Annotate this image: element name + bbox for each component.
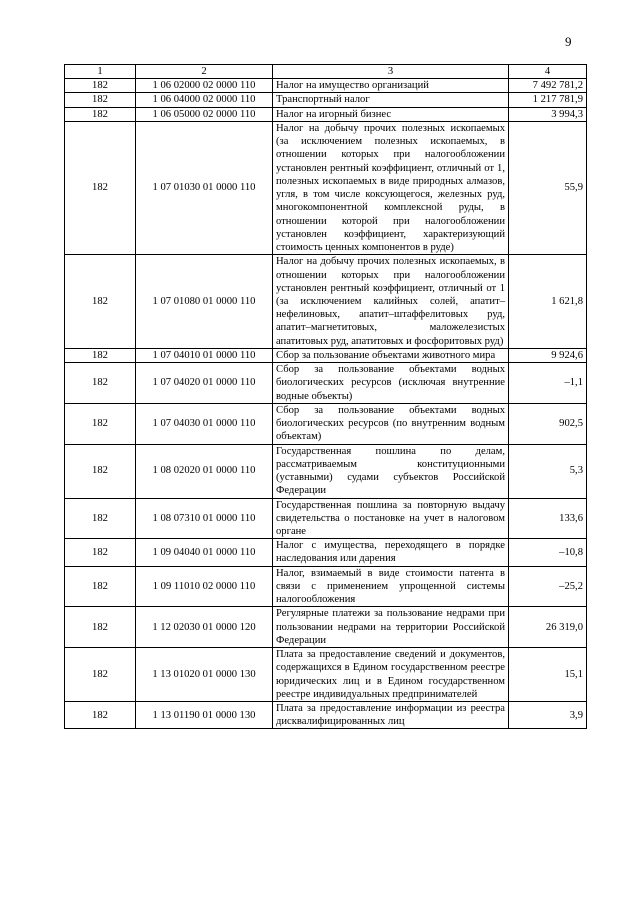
amount-cell: 7 492 781,2 [509, 79, 587, 93]
admin-code-cell: 182 [65, 363, 136, 404]
admin-code-cell: 182 [65, 498, 136, 539]
budget-code-cell: 1 08 07310 01 0000 110 [136, 498, 273, 539]
amount-cell: –25,2 [509, 566, 587, 607]
revenue-name-cell: Налог на игорный бизнес [273, 107, 509, 121]
revenue-name-cell: Транспортный налог [273, 93, 509, 107]
header-cell: 4 [509, 65, 587, 79]
admin-code-cell: 182 [65, 444, 136, 498]
table-row [65, 348, 587, 362]
admin-code-cell: 182 [65, 93, 136, 107]
budget-code-cell: 1 06 04000 02 0000 110 [136, 93, 273, 107]
table-row [65, 444, 587, 498]
table-row [65, 607, 587, 648]
revenue-name-cell: Регулярные платежи за пользование недрами при пользовании недрами на территории Российской Федерации [273, 607, 509, 648]
amount-cell: 55,9 [509, 121, 587, 254]
admin-code-cell: 182 [65, 566, 136, 607]
amount-cell: 902,5 [509, 403, 587, 444]
table-row [65, 403, 587, 444]
revenue-table [64, 64, 587, 729]
table-row [65, 648, 587, 702]
header-cell: 2 [136, 65, 273, 79]
admin-code-cell: 182 [65, 702, 136, 729]
table-row [65, 121, 587, 254]
table-row [65, 498, 587, 539]
amount-cell: 15,1 [509, 648, 587, 702]
budget-code-cell: 1 09 04040 01 0000 110 [136, 539, 273, 566]
revenue-name-cell: Сбор за пользование объектами водных биологических ресурсов (исключая внутренние водные объекты) [273, 363, 509, 404]
table-row [65, 93, 587, 107]
amount-cell: 3,9 [509, 702, 587, 729]
admin-code-cell: 182 [65, 539, 136, 566]
table-row [65, 79, 587, 93]
amount-cell: 3 994,3 [509, 107, 587, 121]
revenue-name-cell: Плата за предоставление сведений и документов, содержащихся в Едином государственном реестре юридических лиц и в Едином государственном реестре индивидуальных предпринимателей [273, 648, 509, 702]
admin-code-cell: 182 [65, 607, 136, 648]
admin-code-cell: 182 [65, 79, 136, 93]
amount-cell: 133,6 [509, 498, 587, 539]
revenue-name-cell: Налог на добычу прочих полезных ископаемых (за исключением полезных ископаемых, в отношении которых при налогообложении установлен рентный коэффициент, отличный от 1, полезных ископаемых в виде природных алмазов, угля, в том числе коксующегося, железных руд, многокомпонентной комплексной руды, в отношении которой при налогообложении установлен коэффициент, характеризующий стоимость ценных компонентов в руде) [273, 121, 509, 254]
admin-code-cell: 182 [65, 648, 136, 702]
budget-code-cell: 1 09 11010 02 0000 110 [136, 566, 273, 607]
budget-code-cell: 1 06 02000 02 0000 110 [136, 79, 273, 93]
budget-code-cell: 1 08 02020 01 0000 110 [136, 444, 273, 498]
budget-code-cell: 1 07 04010 01 0000 110 [136, 348, 273, 362]
amount-cell: 1 217 781,9 [509, 93, 587, 107]
table-row [65, 566, 587, 607]
header-cell: 3 [273, 65, 509, 79]
amount-cell: –1,1 [509, 363, 587, 404]
budget-code-cell: 1 06 05000 02 0000 110 [136, 107, 273, 121]
admin-code-cell: 182 [65, 121, 136, 254]
header-cell: 1 [65, 65, 136, 79]
budget-code-cell: 1 07 01030 01 0000 110 [136, 121, 273, 254]
budget-code-cell: 1 07 04030 01 0000 110 [136, 403, 273, 444]
admin-code-cell: 182 [65, 348, 136, 362]
admin-code-cell: 182 [65, 403, 136, 444]
revenue-name-cell: Плата за предоставление информации из реестра дисквалифицированных лиц [273, 702, 509, 729]
revenue-name-cell: Налог с имущества, переходящего в порядке наследования или дарения [273, 539, 509, 566]
budget-code-cell: 1 13 01020 01 0000 130 [136, 648, 273, 702]
admin-code-cell: 182 [65, 255, 136, 349]
revenue-name-cell: Государственная пошлина по делам, рассматриваемым конституционными (уставными) судами субъектов Российской Федерации [273, 444, 509, 498]
revenue-name-cell: Налог на добычу прочих полезных ископаемых, в отношении которых при налогообложении установлен рентный коэффициент, отличный от 1 (за исключением калийных солей, апатит–нефелиновых, апатит–штаффелитовых руд, апатит–магнетитовых, маложелезистых апатитовых руд, апатитовых и фосфоритовых руд) [273, 255, 509, 349]
revenue-name-cell: Государственная пошлина за повторную выдачу свидетельства о постановке на учет в налоговом органе [273, 498, 509, 539]
revenue-name-cell: Сбор за пользование объектами животного мира [273, 348, 509, 362]
amount-cell: 5,3 [509, 444, 587, 498]
revenue-name-cell: Налог на имущество организаций [273, 79, 509, 93]
budget-code-cell: 1 07 04020 01 0000 110 [136, 363, 273, 404]
header-row [65, 65, 587, 79]
table-row [65, 363, 587, 404]
revenue-name-cell: Налог, взимаемый в виде стоимости патента в связи с применением упрощенной системы налогообложения [273, 566, 509, 607]
budget-code-cell: 1 13 01190 01 0000 130 [136, 702, 273, 729]
table-body [65, 65, 587, 729]
amount-cell: –10,8 [509, 539, 587, 566]
table-row [65, 702, 587, 729]
amount-cell: 26 319,0 [509, 607, 587, 648]
budget-code-cell: 1 07 01080 01 0000 110 [136, 255, 273, 349]
table-row [65, 539, 587, 566]
revenue-name-cell: Сбор за пользование объектами водных биологических ресурсов (по внутренним водным объектам) [273, 403, 509, 444]
budget-code-cell: 1 12 02030 01 0000 120 [136, 607, 273, 648]
admin-code-cell: 182 [65, 107, 136, 121]
table-row [65, 255, 587, 349]
amount-cell: 9 924,6 [509, 348, 587, 362]
page-number: 9 [565, 34, 572, 49]
table-row [65, 107, 587, 121]
amount-cell: 1 621,8 [509, 255, 587, 349]
